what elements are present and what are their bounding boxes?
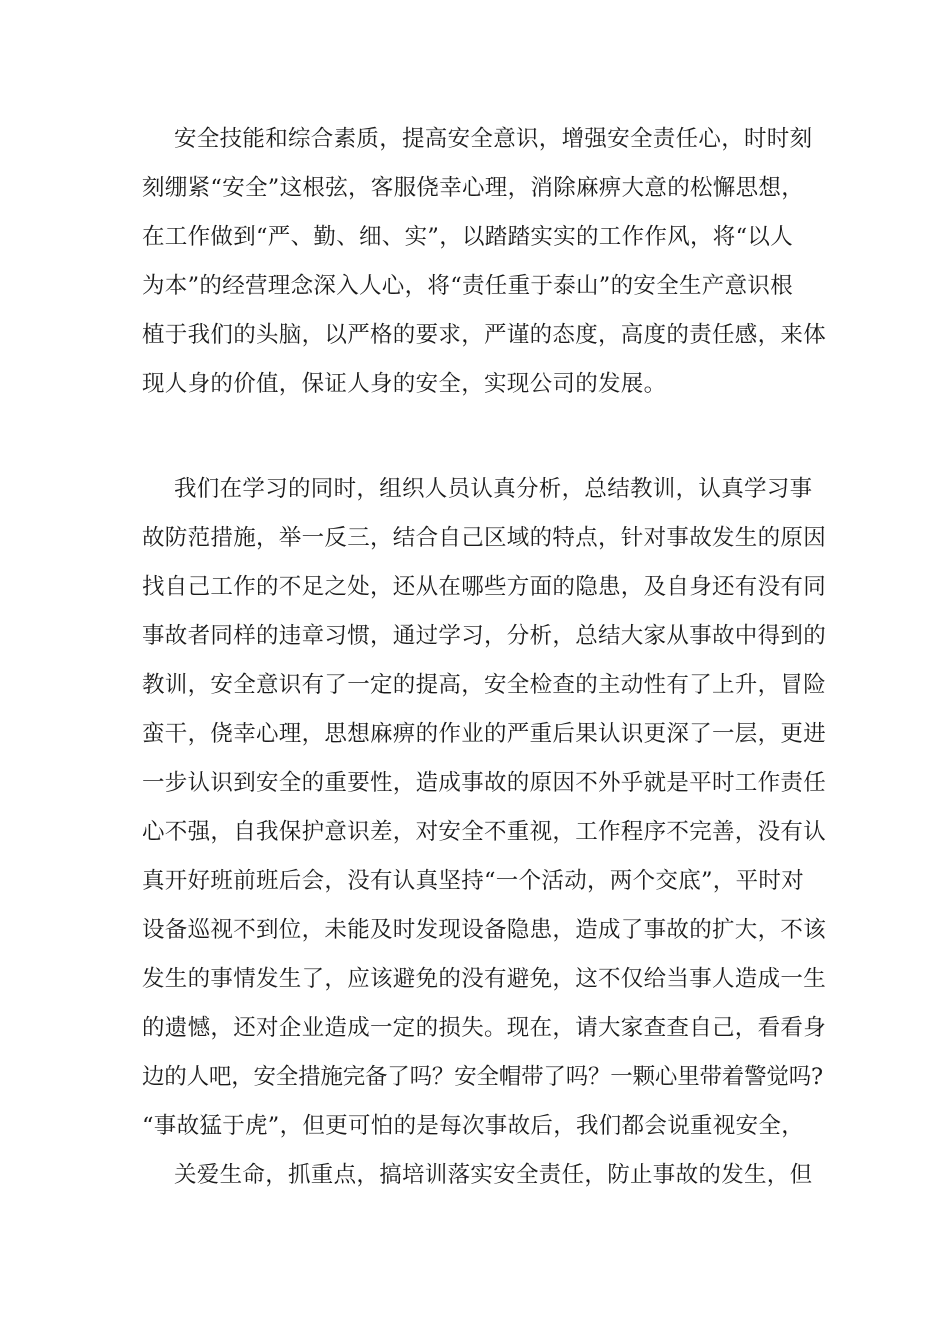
paragraph-3-line-1: 关爱生命，抓重点，搞培训落实安全责任，防止事故的发生，但 xyxy=(174,1162,813,1188)
paragraph-2-line-5: 教训，安全意识有了一定的提高，安全检查的主动性有了上升，冒险 xyxy=(142,672,827,698)
paragraph-1-line-6: 现人身的价值，保证人身的安全，实现公司的发展。 xyxy=(142,371,667,397)
paragraph-2-line-2: 故防范措施，举一反三，结合自己区域的特点，针对事故发生的原因 xyxy=(142,525,827,551)
paragraph-2-line-4: 事故者同样的违章习惯，通过学习，分析，总结大家从事故中得到的 xyxy=(142,623,827,649)
paragraph-1-line-5: 植于我们的头脑，以严格的要求，严谨的态度，高度的责任感，来体 xyxy=(142,322,827,348)
paragraph-2-line-11: 发生的事情发生了，应该避免的没有避免，这不仅给当事人造成一生 xyxy=(142,966,827,992)
paragraph-2-line-14: “事故猛于虎”，但更可怕的是每次事故后，我们都会说重视安全， xyxy=(142,1113,805,1139)
paragraph-2-line-3: 找自己工作的不足之处，还从在哪些方面的隐患，及自身还有没有同 xyxy=(142,574,827,600)
paragraph-1-line-1: 安全技能和综合素质，提高安全意识，增强安全责任心，时时刻 xyxy=(174,126,813,152)
paragraph-1-line-3: 在工作做到“严、勤、细、实”，以踏踏实实的工作作风，将“以人 xyxy=(142,224,794,250)
paragraph-2-line-8: 心不强，自我保护意识差，对安全不重视，工作程序不完善，没有认 xyxy=(142,819,827,845)
paragraph-2-line-12: 的遗憾，还对企业造成一定的损失。现在，请大家查查自己，看看身 xyxy=(142,1015,827,1041)
paragraph-2-line-9: 真开好班前班后会，没有认真坚持“一个活动，两个交底”，平时对 xyxy=(142,868,805,894)
paragraph-2-line-10: 设备巡视不到位，未能及时发现设备隐患，造成了事故的扩大，不该 xyxy=(142,917,827,943)
paragraph-2-line-13: 边的人吧，安全措施完备了吗？安全帽带了吗？一颗心里带着警觉吗? xyxy=(142,1064,823,1090)
paragraph-1-line-4: 为本”的经营理念深入人心，将“责任重于泰山”的安全生产意识根 xyxy=(142,273,794,299)
paragraph-2-line-6: 蛮干，侥幸心理，思想麻痹的作业的严重后果认识更深了一层，更进 xyxy=(142,721,827,747)
paragraph-1-line-2: 刻绷紧“安全”这根弦，客服侥幸心理，消除麻痹大意的松懈思想， xyxy=(142,175,805,201)
paragraph-2-line-1: 我们在学习的同时，组织人员认真分析，总结教训，认真学习事 xyxy=(174,476,813,502)
paragraph-2-line-7: 一步认识到安全的重要性，造成事故的原因不外乎就是平时工作责任 xyxy=(142,770,827,796)
